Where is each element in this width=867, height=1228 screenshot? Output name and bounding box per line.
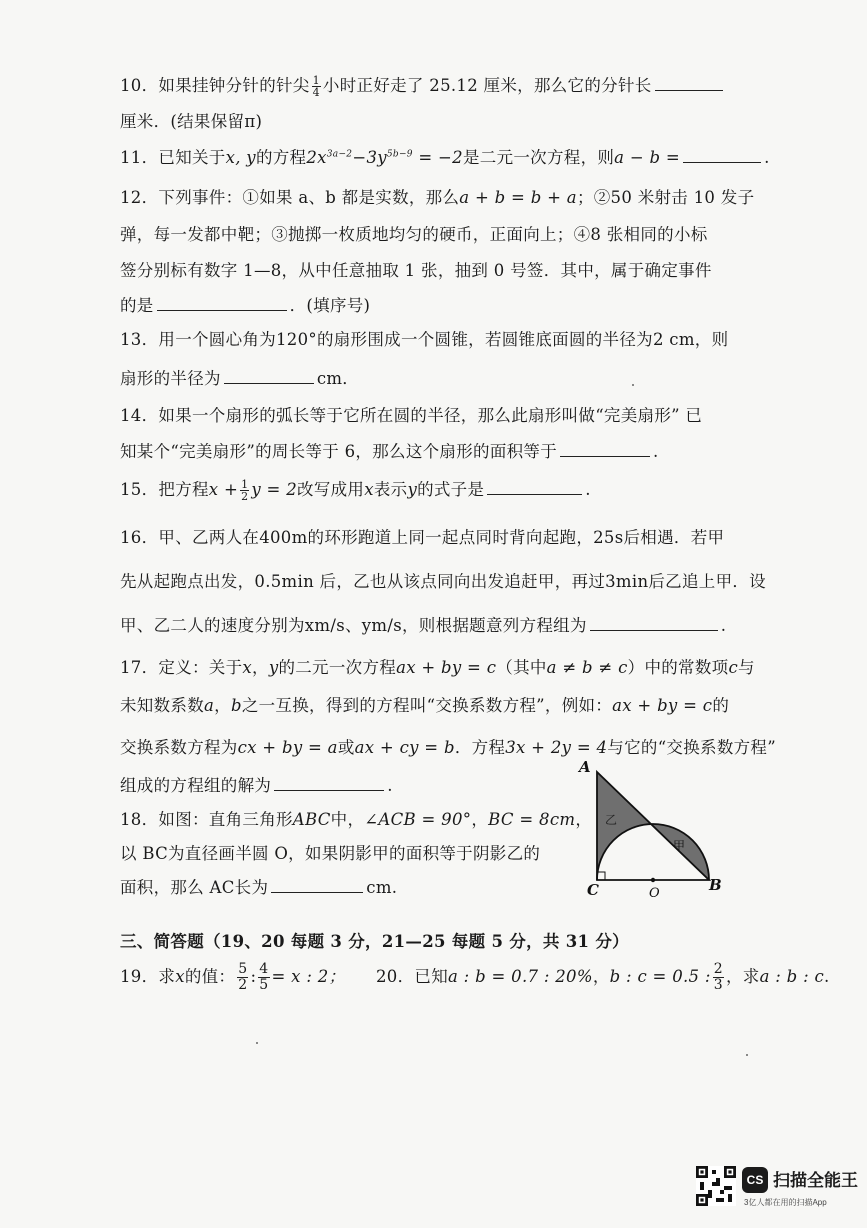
question-12-line-4: 的是 ．(填序号)	[120, 296, 371, 315]
question-16-line-2: 先从起跑点出发，0.5min 后，乙也从该点同向出发追赶甲，再过3min后乙追上甲．设	[120, 572, 766, 591]
answer-blank[interactable]	[590, 629, 718, 631]
question-17-line-1: 17．定义：关于x，y的二元一次方程ax + by = c（其中a ≠ b ≠ c）中的常数项c与	[120, 658, 755, 677]
label-c: C	[587, 881, 599, 898]
question-15: 15．把方程x + $\frac{1}{2}$ y = 2改写成用x表示y的式子是 .	[120, 478, 591, 503]
center-point-o	[651, 878, 655, 882]
question-19: 19．求x的值： $\frac{5}{2}$ : $\frac{4}{5}$ = x : 2；	[120, 961, 346, 993]
answer-blank[interactable]	[274, 789, 384, 791]
label-b: B	[709, 876, 722, 894]
answer-blank[interactable]	[271, 891, 363, 893]
section-3-heading: 三、简答题（19、20 每题 3 分，21—25 每题 5 分，共 31 分）	[120, 932, 629, 951]
question-11: 11．已知关于x, y的方程$2x^{3a-2}-3y^{5b-9} = -2$是二元一次方程，则a − b = .	[120, 148, 770, 167]
question-18-line-2: 以 BC为直径画半圆 O，如果阴影甲的面积等于阴影乙的	[120, 844, 541, 863]
answer-blank[interactable]	[655, 89, 723, 91]
fraction: $\frac{4}{5}$	[259, 961, 269, 993]
answer-blank[interactable]	[560, 455, 650, 457]
fraction: $\frac{1}{4}$	[312, 74, 320, 99]
question-16-line-3: 甲、乙二人的速度分别为xm/s、ym/s，则根据题意列方程组为 .	[120, 616, 727, 635]
answer-blank[interactable]	[487, 493, 582, 495]
question-17-line-3: 交换系数方程为cx + by = a或ax + cy = b．方程3x + 2y = 4与它的“交换系数方程”	[120, 738, 776, 757]
camscanner-logo: CS	[742, 1167, 768, 1193]
answer-blank[interactable]	[224, 382, 314, 384]
label-o: O	[649, 886, 660, 898]
question-10-line-1: 10．如果挂钟分针的针尖 $\frac{1}{4}$ 小时正好走了 25.12 厘米，那么它的分针长	[120, 72, 726, 98]
question-16-line-1: 16．甲、乙两人在400m的环形跑道上同一起点同时背向起跑，25s后相遇．若甲	[120, 528, 725, 547]
fraction: $\frac{5}{2}$	[238, 961, 248, 993]
fraction: $\frac{1}{2}$	[241, 478, 249, 503]
question-18-line-3: 面积，那么 AC长为 cm.	[120, 878, 398, 897]
label-a: A	[579, 758, 591, 776]
scan-speck	[632, 384, 634, 386]
qr-code-icon	[696, 1166, 736, 1206]
question-12-line-3: 签分别标有数字 1—8，从中任意抽取 1 张，抽到 0 号签．其中，属于确定事件	[120, 261, 712, 280]
label-yi: 乙	[605, 813, 618, 827]
scan-speck	[256, 1042, 258, 1044]
question-13-line-1: 13．用一个圆心角为120°的扇形围成一个圆锥，若圆锥底面圆的半径为2 cm，则	[120, 330, 729, 349]
question-20: 20．已知a : b = 0.7 : 20%，b : c = 0.5 : $\frac{2}{3}$ ，求a : b : c.	[376, 961, 830, 993]
answer-blank[interactable]	[157, 309, 287, 311]
question-13-line-2: 扇形的半径为 cm．	[120, 369, 360, 388]
question-14-line-2: 知某个“完美扇形”的周长等于 6，那么这个扇形的面积等于 .	[120, 442, 659, 461]
camscanner-slogan: 3亿人都在用的扫描App	[744, 1198, 827, 1207]
label-jia: 甲	[673, 839, 686, 853]
question-17-line-2: 未知数系数a，b之一互换，得到的方程叫“交换系数方程”，例如：ax + by = c的	[120, 696, 730, 715]
question-12-line-2: 弹，每一发都中靶；③抛掷一枚质地均匀的硬币，正面向上；④8 张相同的小标	[120, 225, 708, 244]
answer-blank[interactable]	[683, 161, 761, 163]
question-17-line-4: 组成的方程组的解为 .	[120, 776, 393, 795]
right-triangle-semicircle-figure	[575, 758, 725, 898]
question-12-line-1: 12．下列事件：①如果 a、b 都是实数，那么a + b = b + a；②50 米射击 10 发子	[120, 188, 755, 207]
camscanner-name: 扫描全能王	[773, 1171, 858, 1190]
scan-speck	[746, 1054, 748, 1056]
fraction: $\frac{2}{3}$	[713, 961, 723, 993]
question-14-line-1: 14．如果一个扇形的弧长等于它所在圆的半径，那么此扇形叫做“完美扇形” 已	[120, 406, 703, 425]
question-18-line-1: 18．如图：直角三角形ABC中，∠ACB = 90°，BC = 8cm，	[120, 810, 593, 829]
question-10-line-2: 厘米．(结果保留π)	[120, 112, 263, 131]
